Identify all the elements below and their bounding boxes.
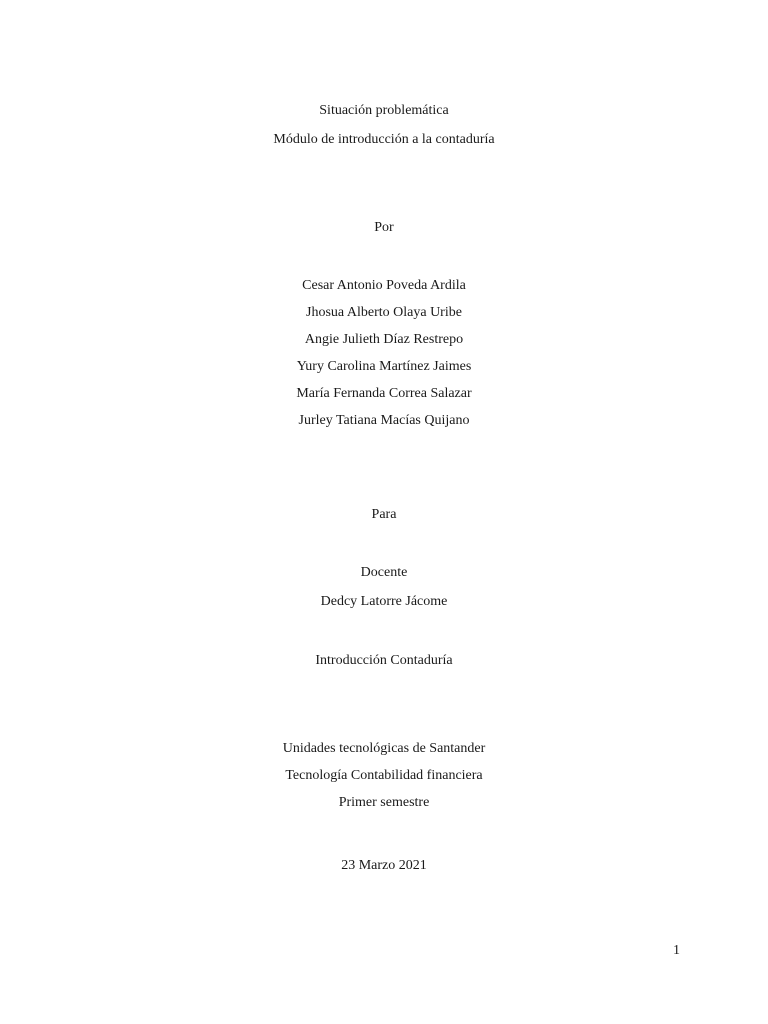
author-name: Yury Carolina Martínez Jaimes [296, 359, 472, 374]
author-name: Angie Julieth Díaz Restrepo [304, 332, 464, 347]
teacher-role: Docente [360, 565, 408, 580]
teacher-name: Dedcy Latorre Jácome [320, 594, 448, 609]
by-label: Por [374, 220, 394, 235]
for-label: Para [371, 507, 397, 522]
course-name: Introducción Contaduría [315, 653, 453, 668]
author-name: María Fernanda Correa Salazar [296, 386, 472, 401]
program-name: Tecnología Contabilidad financiera [285, 768, 483, 783]
author-name: Cesar Antonio Poveda Ardila [302, 278, 466, 293]
author-name: Jhosua Alberto Olaya Uribe [306, 305, 462, 320]
institution-name: Unidades tecnológicas de Santander [282, 741, 486, 756]
semester: Primer semestre [338, 795, 430, 810]
author-name: Jurley Tatiana Macías Quijano [298, 413, 470, 428]
document-title: Situación problemática [319, 103, 449, 118]
document-subtitle: Módulo de introducción a la contaduría [273, 132, 495, 147]
page-number: 1 [673, 943, 680, 958]
document-date: 23 Marzo 2021 [341, 858, 427, 873]
